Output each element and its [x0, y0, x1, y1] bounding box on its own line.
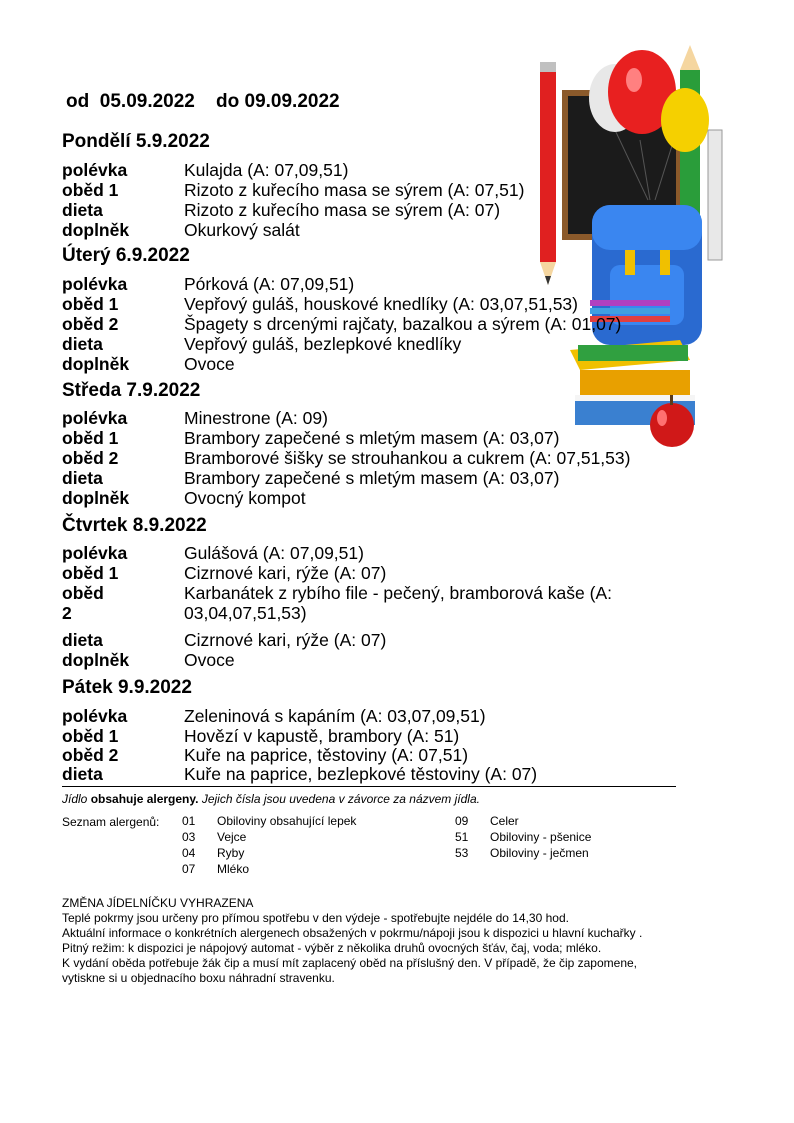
meal-value: Hovězí v kapustě, brambory (A: 51) [184, 726, 460, 746]
meal-value: Vepřový guláš, houskové knedlíky (A: 03,07,51,53) [184, 294, 578, 314]
day-title-thursday: Čtvrtek 8.9.2022 [62, 515, 207, 536]
meal-label: polévka [62, 274, 128, 294]
day-title-wednesday: Středa 7.9.2022 [62, 380, 201, 401]
meal-label: oběd 1 [62, 180, 119, 200]
meal-value: Kuře na paprice, těstoviny (A: 07,51) [184, 745, 469, 765]
meal-value: Gulášová (A: 07,09,51) [184, 543, 364, 563]
meal-label: dieta [62, 468, 103, 488]
menu-period [66, 91, 340, 113]
allergen-name: Celer [490, 814, 519, 828]
meal-label: doplněk [62, 354, 130, 374]
meal-value: Karbanátek z rybího file - pečený, bramborová kaše (A: 03,04,07,51,53) [184, 583, 612, 623]
meal-label: dieta [62, 630, 103, 650]
allergen-note-suffix: Jejich čísla jsou uvedena v závorce za názvem jídla. [198, 792, 480, 806]
allergen-note-prefix: Jídlo [62, 792, 91, 806]
footer-line: Aktuální informace o konkrétních alergenech obsažených v pokrmu/nápoji jsou k dispozici u hlavní kuchařky . [62, 926, 643, 940]
meal-value: Brambory zapečené s mletým masem (A: 03,07) [184, 468, 560, 488]
meal-value: Brambory zapečené s mletým masem (A: 03,07) [184, 428, 560, 448]
footer-line: K vydání oběda potřebuje žák čip a musí mít zaplacený oběd na příslušný den. V případě, že čip zapomene, vytiskne si u objednacího boxu náhradní stravenku. [62, 956, 638, 985]
allergen-note-bold: obsahuje alergeny. [90, 792, 199, 806]
allergen-code: 53 [455, 846, 469, 860]
meal-value: Pórková (A: 07,09,51) [184, 274, 355, 294]
divider-line [62, 786, 676, 787]
period-to-label: do [216, 91, 240, 112]
meal-value: Okurkový salát [184, 220, 300, 240]
day-title-monday: Pondělí 5.9.2022 [62, 131, 210, 152]
meal-label: dieta [62, 334, 103, 354]
meal-label: polévka [62, 706, 128, 726]
day-title-friday: Pátek 9.9.2022 [62, 677, 192, 698]
meal-value: Rizoto z kuřecího masa se sýrem (A: 07,51) [184, 180, 525, 200]
allergen-item [182, 845, 442, 861]
meal-value: Minestrone (A: 09) [184, 408, 328, 428]
school-supplies-illustration [530, 40, 730, 460]
allergen-item [182, 813, 442, 829]
meal-label: doplněk [62, 650, 130, 670]
meal-label: doplněk [62, 220, 130, 240]
meal-label: polévka [62, 160, 128, 180]
meal-label: oběd 2 [62, 583, 104, 623]
meal-label: dieta [62, 200, 103, 220]
meal-value: Ovoce [184, 354, 235, 374]
day-title-tuesday: Úterý 6.9.2022 [62, 245, 190, 266]
meal-value: Ovocný kompot [184, 488, 306, 508]
meal-value: Vepřový guláš, bezlepkové knedlíky [184, 334, 462, 354]
allergen-item [455, 813, 655, 829]
allergen-name: Obiloviny - pšenice [490, 830, 592, 844]
allergen-item [182, 829, 442, 845]
ruler-icon [708, 130, 722, 260]
allergen-code: 51 [455, 830, 469, 844]
allergen-code: 07 [182, 862, 196, 876]
allergen-list-label: Seznam alergenů: [62, 815, 160, 829]
allergen-name: Vejce [217, 830, 247, 844]
allergen-list-col2 [455, 813, 655, 861]
allergen-item [182, 861, 442, 877]
allergen-item [455, 845, 655, 861]
meal-value: Špagety s drcenými rajčaty, bazalkou a sýrem (A: 01,07) [184, 314, 622, 334]
meal-value: Kuře na paprice, bezlepkové těstoviny (A: 07) [184, 764, 538, 784]
allergen-item [455, 829, 655, 845]
meal-value: Cizrnové kari, rýže (A: 07) [184, 563, 387, 583]
meal-label: dieta [62, 764, 103, 784]
footer-notes [62, 896, 682, 986]
allergen-note [62, 792, 480, 806]
period-from-date: 05.09.2022 [99, 91, 195, 112]
allergen-name: Obiloviny - ječmen [490, 846, 589, 860]
allergen-code: 04 [182, 846, 196, 860]
meal-label: oběd 1 [62, 726, 119, 746]
meal-label: oběd 2 [62, 745, 119, 765]
meal-label: polévka [62, 543, 128, 563]
period-to-date: 09.09.2022 [244, 91, 340, 112]
meal-label: oběd 2 [62, 448, 119, 468]
allergen-list-col1 [182, 813, 442, 877]
meal-label: polévka [62, 408, 128, 428]
meal-value: Zeleninová s kapáním (A: 03,07,09,51) [184, 706, 486, 726]
meal-value: Ovoce [184, 650, 235, 670]
allergen-name: Mléko [217, 862, 250, 876]
allergen-name: Ryby [217, 846, 245, 860]
meal-value: Rizoto z kuřecího masa se sýrem (A: 07) [184, 200, 501, 220]
allergen-code: 01 [182, 814, 196, 828]
period-from-label: od [66, 91, 90, 112]
allergen-code: 03 [182, 830, 196, 844]
meal-value: Cizrnové kari, rýže (A: 07) [184, 630, 387, 650]
footer-line: Pitný režim: k dispozici je nápojový automat - výběr z několika druhů ovocných šťáv, čaj, voda; mléko. [62, 941, 602, 955]
footer-heading: ZMĚNA JÍDELNÍČKU VYHRAZENA [62, 896, 254, 910]
meal-value: Bramborové šišky se strouhankou a cukrem (A: 07,51,53) [184, 448, 631, 468]
meal-label: oběd 1 [62, 428, 119, 448]
meal-label: oběd 1 [62, 563, 119, 583]
meal-label: doplněk [62, 488, 130, 508]
allergen-name: Obiloviny obsahující lepek [217, 814, 357, 828]
meal-value: Kulajda (A: 07,09,51) [184, 160, 349, 180]
meal-label: oběd 2 [62, 314, 119, 334]
red-pencil-icon [540, 62, 556, 285]
footer-line: Teplé pokrmy jsou určeny pro přímou spotřebu v den výdeje - spotřebujte nejdéle do 14,30 hod. [62, 911, 569, 925]
allergen-code: 09 [455, 814, 469, 828]
meal-label: oběd 1 [62, 294, 119, 314]
